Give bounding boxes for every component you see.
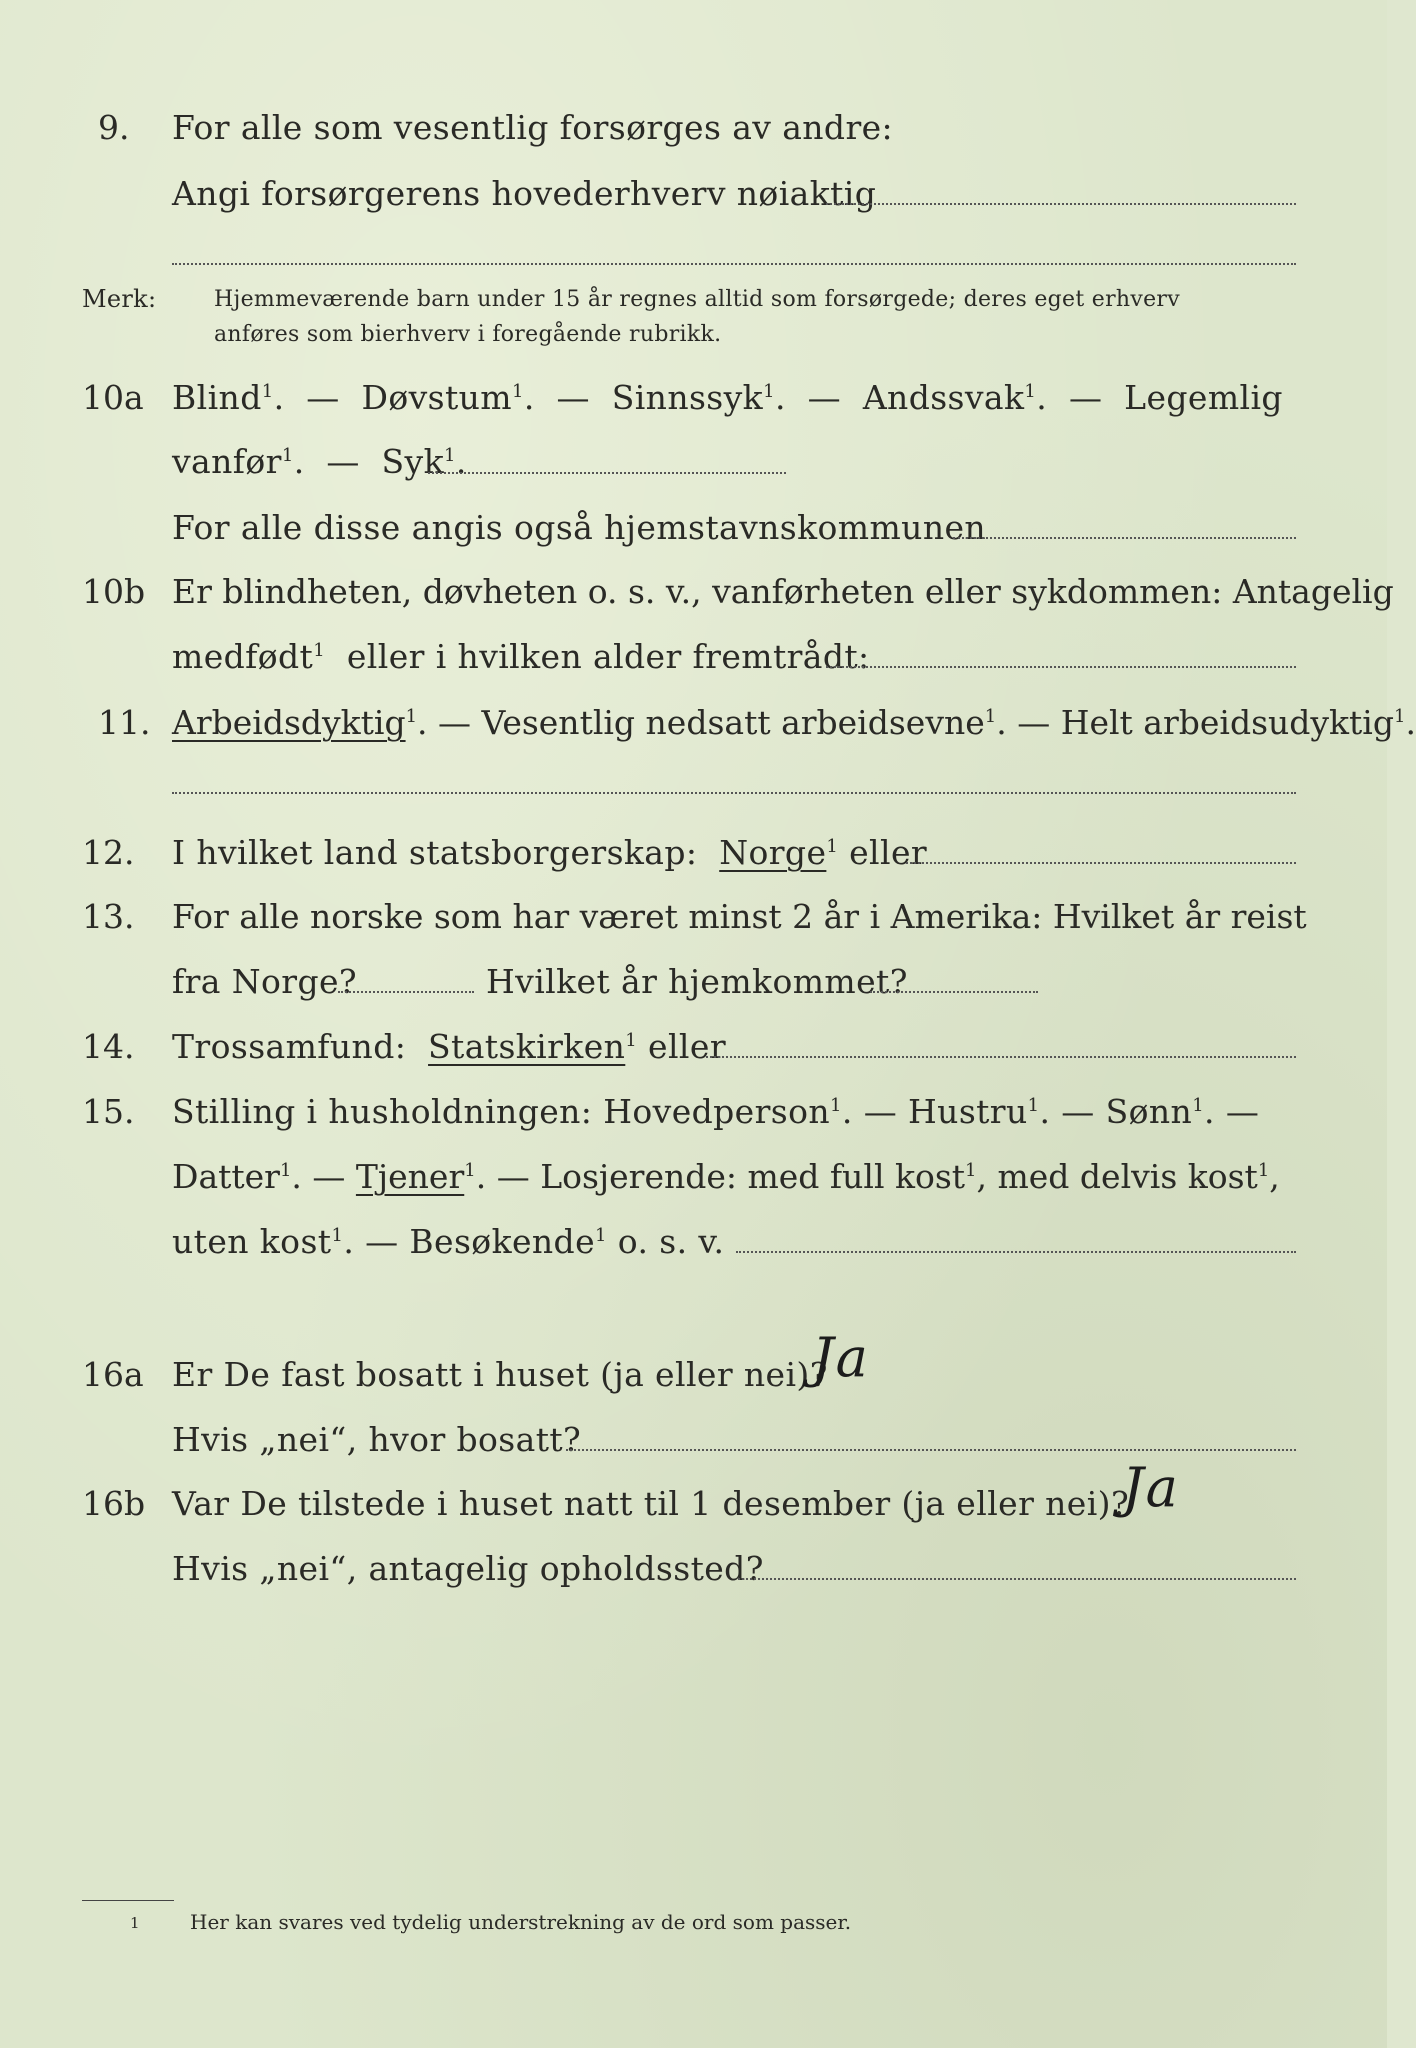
option-syk[interactable]: Syk	[381, 442, 444, 481]
q15-line3: uten kost$^1$. — Besøkende$^1$ o. s. v.	[172, 1222, 725, 1261]
q16a-handwritten-answer[interactable]: Ja	[812, 1326, 870, 1389]
q14-number: 14.	[82, 1027, 135, 1066]
q10a-line1: Blind$^1$. — Døvstum$^1$. — Sinnssyk$^1$. — Andssvak$^1$. — Legemlig	[172, 378, 1283, 417]
option-dovstum[interactable]: Døvstum	[361, 378, 512, 417]
q11-line: Arbeidsdyktig$^1$. — Vesentlig nedsatt arbeidsevne$^1$. — Helt arbeidsudyktig$^1$.	[172, 703, 1416, 742]
option-udyktig[interactable]: Helt arbeidsudyktig	[1060, 703, 1394, 742]
q14-line: Trossamfund: Statskirken$^1$ eller	[172, 1027, 726, 1066]
option-datter[interactable]: Datter	[172, 1157, 280, 1196]
option-andssvak[interactable]: Andssvak	[862, 378, 1025, 417]
option-nedsatt[interactable]: Vesentlig nedsatt arbeidsevne	[481, 703, 985, 742]
q16a-hvis: Hvis „nei“, hvor bosatt?	[172, 1420, 582, 1459]
option-hustru[interactable]: Hustru	[907, 1092, 1028, 1131]
q10a-number: 10a	[82, 378, 144, 417]
q10a-line2: vanfør$^1$. — Syk$^1$.	[172, 442, 467, 481]
q9-answer-line-2[interactable]	[172, 263, 1296, 265]
q12-line: I hvilket land statsborgerskap: Norge$^1$ eller	[172, 833, 928, 872]
q11-number: 11.	[98, 703, 151, 742]
q12-answer-line[interactable]	[906, 862, 1296, 864]
footnote-text: Her kan svares ved tydelig understrekning av de ord som passer.	[190, 1910, 852, 1934]
q13-reist-line[interactable]	[338, 991, 474, 993]
q13-line1: For alle norske som har været minst 2 år i Amerika: Hvilket år reist	[172, 897, 1307, 936]
q13-number: 13.	[82, 897, 135, 936]
q15-line2: Datter$^1$. — Tjener$^1$. — Losjerende: med full kost$^1$, med delvis kost$^1$,	[172, 1157, 1280, 1196]
q16b-hvis: Hvis „nei“, antagelig opholdssted?	[172, 1549, 764, 1588]
q10a-answer-line[interactable]	[428, 472, 786, 474]
q12-number: 12.	[82, 833, 135, 872]
q10b-answer-line[interactable]	[826, 666, 1296, 668]
q16a-answer-line[interactable]	[566, 1449, 1296, 1451]
footnote-mark: 1	[130, 1914, 140, 1932]
q15-answer-line[interactable]	[736, 1251, 1296, 1253]
option-medfodt[interactable]: medfødt	[172, 637, 314, 676]
q14-answer-line[interactable]	[706, 1056, 1296, 1058]
option-norge[interactable]: Norge	[719, 833, 827, 872]
q13-fra: fra Norge?	[172, 962, 358, 1001]
option-losjerende[interactable]: Losjerende: med full kost	[540, 1157, 966, 1196]
merk-line1: Hjemmeværende barn under 15 år regnes alltid som forsørgede; deres eget erhverv	[214, 287, 1180, 312]
q16b-question: Var De tilstede i huset natt til 1 desember (ja eller nei)?	[172, 1484, 1130, 1523]
q9-answer-line[interactable]	[826, 203, 1296, 205]
option-hovedperson[interactable]: Stilling i husholdningen: Hovedperson	[172, 1092, 831, 1131]
q9-line1: For alle som vesentlig forsørges av andre:	[172, 108, 894, 147]
q9-line2: Angi forsørgerens hovederhverv nøiaktig	[172, 174, 877, 213]
q16a-question: Er De fast bosatt i huset (ja eller nei)?	[172, 1355, 828, 1394]
q15-number: 15.	[82, 1092, 135, 1131]
q13-hjemkommet-line[interactable]	[870, 991, 1038, 993]
q10a-hjemstavn-line[interactable]	[953, 537, 1296, 539]
q16b-answer-line[interactable]	[738, 1578, 1296, 1580]
option-arbeidsdyktig[interactable]: Arbeidsdyktig	[172, 703, 406, 742]
q10a-line3: For alle disse angis også hjemstavnskommunen	[172, 508, 987, 547]
option-legemlig[interactable]: Legemlig	[1124, 378, 1283, 417]
q10b-line1: Er blindheten, døvheten o. s. v., vanførheten eller sykdommen: Antagelig	[172, 572, 1394, 611]
option-sonn[interactable]: Sønn	[1105, 1092, 1193, 1131]
q11-answer-line[interactable]	[172, 792, 1296, 794]
q9-number: 9.	[98, 108, 130, 147]
q10b-number: 10b	[82, 572, 146, 611]
option-besokende[interactable]: Besøkende	[409, 1222, 596, 1261]
q13-hjem: Hvilket år hjemkommet?	[486, 962, 908, 1001]
option-delvis-kost[interactable]: med delvis kost	[997, 1157, 1258, 1196]
q16b-handwritten-answer[interactable]: Ja	[1122, 1456, 1180, 1519]
merk-label: Merk:	[82, 285, 157, 313]
q16b-number: 16b	[82, 1484, 146, 1523]
q10b-line2: medfødt$^1$ eller i hvilken alder fremtrådt:	[172, 637, 870, 676]
merk-line2: anføres som bierhverv i foregående rubrikk.	[214, 322, 722, 347]
q15-line1: Stilling i husholdningen: Hovedperson$^1$. — Hustru$^1$. — Sønn$^1$. —	[172, 1092, 1260, 1131]
option-blind[interactable]: Blind	[172, 378, 262, 417]
option-statskirken[interactable]: Statskirken	[428, 1027, 626, 1066]
q16a-number: 16a	[82, 1355, 144, 1394]
footnote-rule	[82, 1900, 174, 1901]
option-uten-kost[interactable]: uten kost	[172, 1222, 332, 1261]
option-tjener[interactable]: Tjener	[355, 1157, 465, 1196]
option-vanfor[interactable]: vanfør	[172, 442, 282, 481]
option-sinnssyk[interactable]: Sinnssyk	[611, 378, 764, 417]
